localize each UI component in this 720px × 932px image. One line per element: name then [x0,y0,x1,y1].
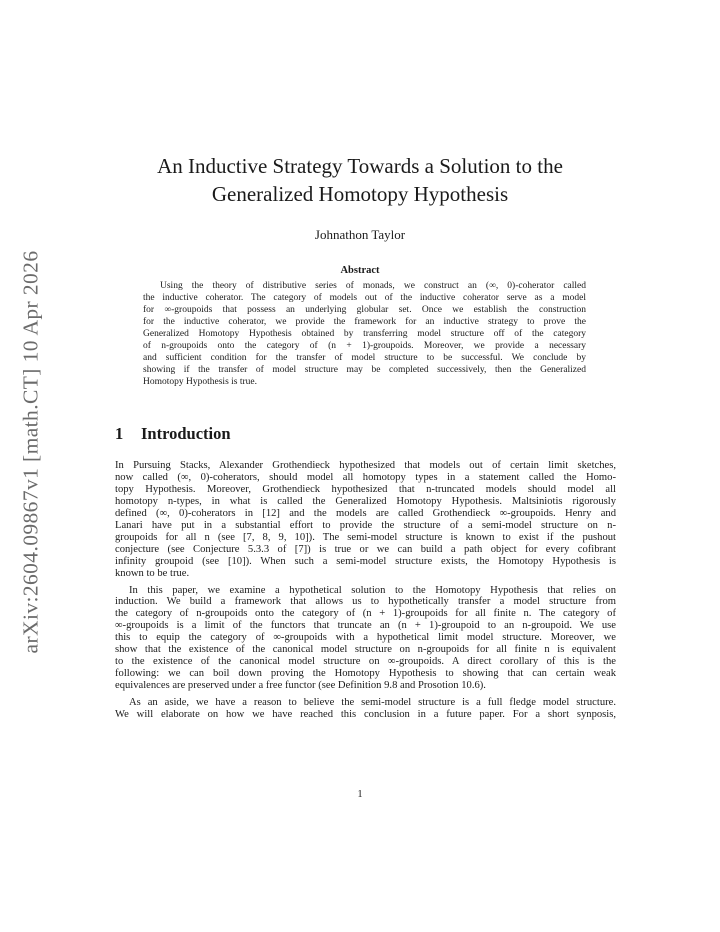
page-number: 1 [357,789,363,800]
abstract-line: Generalized Homotopy Hypothesis obtained by transferring model structure off of the category [143,328,586,339]
abstract-line: and sufficient condition for the transfer of model structure to be successful. We conclude by [143,352,586,363]
abstract-line: for ∞-groupoids that possess an underlying globular set. Once we establish the construction [143,304,586,315]
text-line: defined (∞, 0)-coherators in [12] and the models are called Grothendieck ∞-groupoids. Henry and [115,507,616,519]
text-line: following: we can boil down proving the Homotopy Hypothesis to showing that can certain weak [115,668,616,680]
abstract-line: the inductive coherator. The category of models out of the inductive coherator serve as a model [143,292,586,303]
arxiv-identifier-stamp [14,246,48,658]
arxiv-stamp-text: arXiv:2604.09867v1 [math.CT] 10 Apr 2026 [18,250,43,654]
text-line: equivalences are preserved under a free functor (see Definition 9.8 and Prosotion 10.6). [115,680,486,692]
section-number: 1 [115,424,124,443]
paragraph [115,585,616,693]
title-line: An Inductive Strategy Towards a Solution to the [157,154,563,178]
paragraph [115,460,616,580]
text-line: We will elaborate on how we have reached this conclusion in a future paper. For a short synposis, [115,709,616,721]
text-line: topy Hypothesis. Moreover, Grothendieck hypothesized that n-truncated models should model all [115,483,616,495]
text-line: this to equip the category of ∞-groupoids with a hypothetical limit model structure. Moreover, we [115,632,616,644]
abstract-body [143,281,586,389]
text-line: now called (∞, 0)-coherators, should model all homotopy types in a statement called the Homo- [115,471,616,483]
abstract-line: for the inductive coherator, we provide the framework for an inductive strategy to prove the [143,316,586,327]
text-line: to the existence of the canonical model structure on ∞-groupoids. A direct corollary of this is the [115,656,616,668]
abstract-line: Homotopy Hypothesis is true. [143,376,257,387]
abstract-line: showing if the transfer of model structure may be completed successively, then the Generalized [143,364,586,375]
section-title: Introduction [141,424,231,443]
body-text [115,460,616,721]
abstract-line: Using the theory of distributive series of monads, we construct an (∞, 0)-coherator called [160,281,586,291]
text-line: In Pursuing Stacks, Alexander Grothendieck hypothesized that models out of certain limit sketches, [115,460,616,471]
text-line: known to be true. [115,567,190,579]
abstract-heading: Abstract [340,265,380,276]
text-line: Lanari have put in a substantial effort to provide the structure of a semi-model structure on n- [115,519,616,531]
title-line: Generalized Homotopy Hypothesis [211,182,509,206]
author-name: Johnathon Taylor [314,227,406,242]
text-line: the category of n-groupoids onto the category of (n + 1)-groupoids for all finite n. The category of [115,608,616,620]
text-line: In this paper, we examine a hypothetical solution to the Homotopy Hypothesis that relies on [129,584,616,596]
text-line: homotopy n-types, in what is called the Generalized Homotopy Hypothesis. Maltsiniotis rigorously [115,495,616,507]
text-line: groupoids for all n (see [7, 8, 9, 10]). The semi-model structure is known to exist if the pushout [115,531,616,543]
text-line: conjecture (see Conjecture 5.3.3 of [7]) is true or we can build a path object for every cofibrant [115,543,616,555]
text-line: show that the existence of the canonical model structure on n-groupoids for all finite n is equivalent [115,644,616,656]
paragraph [115,697,616,721]
text-line: induction. We build a framework that allows us to hypothetically transfer a model structure from [115,596,616,608]
paper-title [0,152,720,208]
abstract-line: of n-groupoids onto the category of (n + 1)-groupoids. Moreover, we provide a necessary [143,340,586,351]
text-line: As an aside, we have a reason to believe the semi-model structure is a full fledge model structure. [129,697,616,709]
text-line: infinity groupoid (see [10]). When such a semi-model structure exists, the Homotopy Hypothesis is [115,555,616,567]
section-heading [115,424,231,444]
text-line: ∞-groupoids is a limit of the functors that truncate an (n + 1)-groupoid to an n-groupoid. We use [115,620,616,632]
